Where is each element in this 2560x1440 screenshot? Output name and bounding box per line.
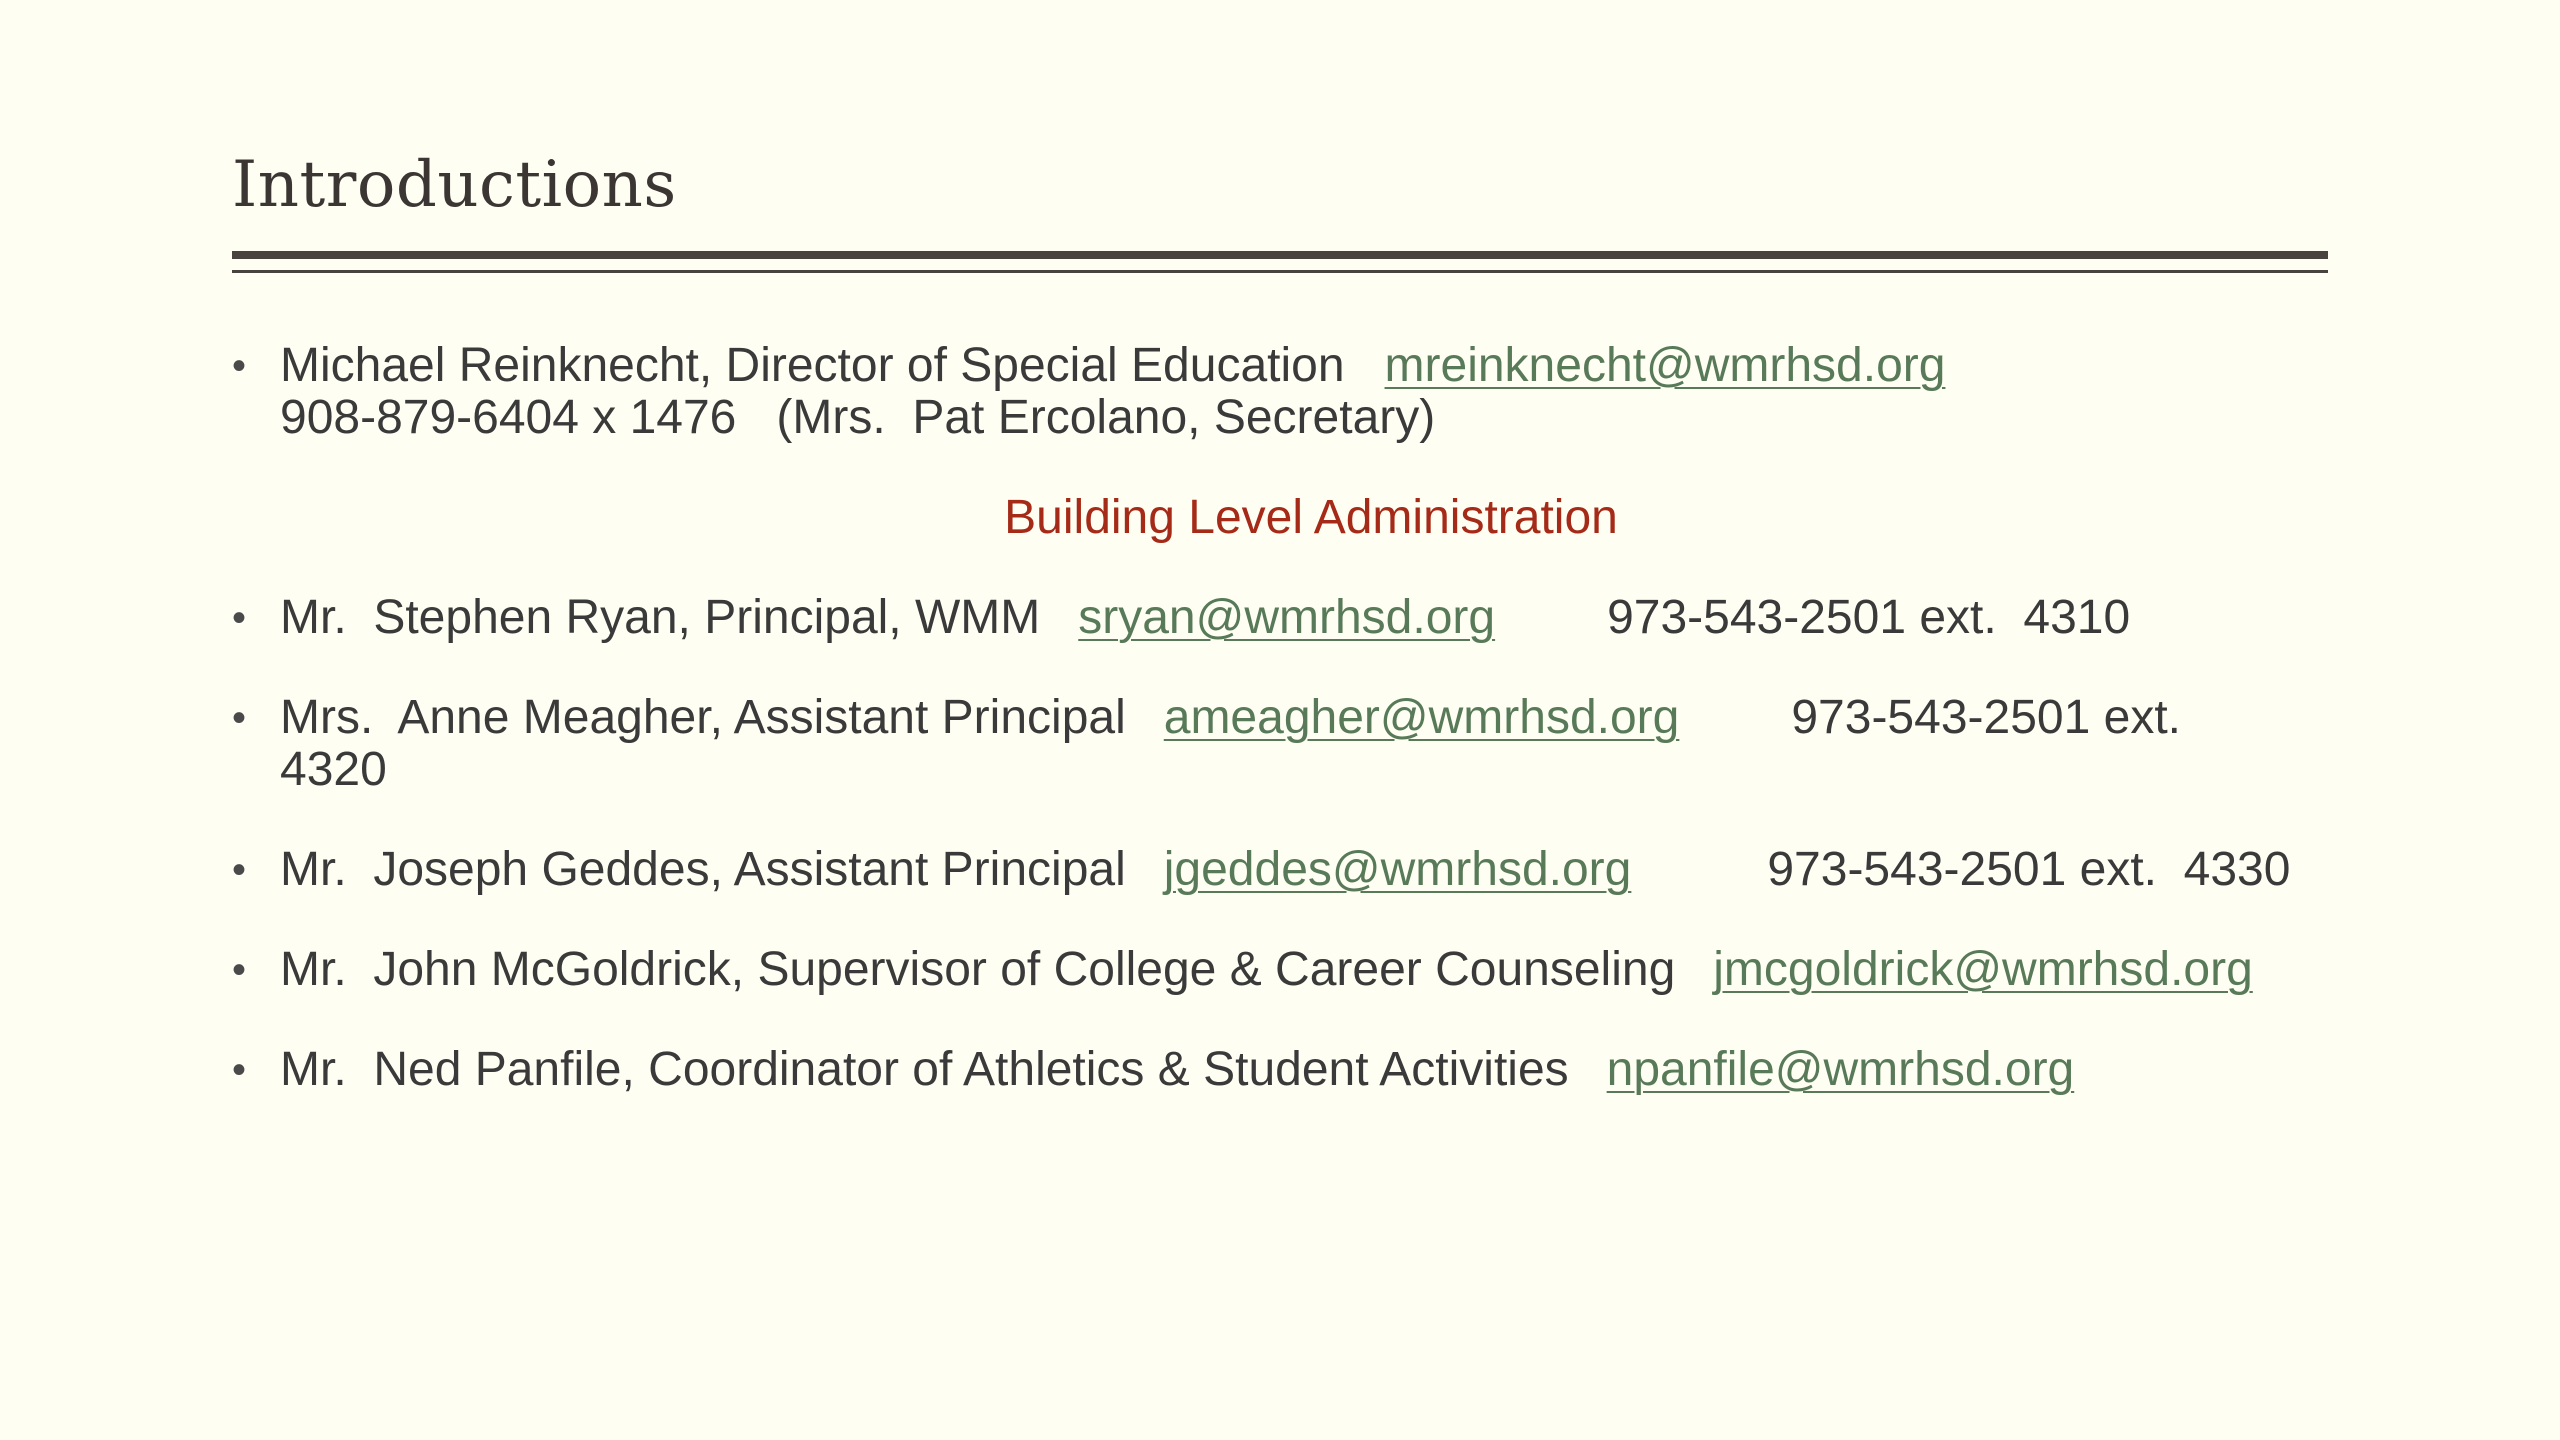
list-item xyxy=(232,1044,2342,1096)
list-item xyxy=(232,944,2342,996)
slide-title: Introductions xyxy=(232,148,677,222)
list-item xyxy=(232,692,2342,796)
section-heading: Building Level Administration xyxy=(1004,491,1618,544)
list-item-director xyxy=(232,340,2342,444)
title-rule-thin xyxy=(232,270,2328,273)
slide-content xyxy=(232,340,2342,1096)
staff-text: Mr. John McGoldrick, Supervisor of College & Career Counseling xyxy=(280,943,1676,996)
bullet-icon: • xyxy=(232,1048,247,1092)
bullet-icon: • xyxy=(232,344,247,388)
staff-email-link[interactable]: jgeddes@wmrhsd.org xyxy=(1163,843,1632,896)
director-phone: 908-879-6404 x 1476 (Mrs. Pat Ercolano, Secretary) xyxy=(280,391,1436,444)
staff-phone: 973-543-2501 ext. 4330 xyxy=(1767,843,2291,896)
director-email-link[interactable]: mreinknecht@wmrhsd.org xyxy=(1384,339,1946,392)
staff-text: Mr. Joseph Geddes, Assistant Principal xyxy=(280,843,1126,896)
staff-text: Mr. Ned Panfile, Coordinator of Athletics & Student Activities xyxy=(280,1043,1569,1096)
bullet-icon: • xyxy=(232,696,247,740)
staff-text: Mrs. Anne Meagher, Assistant Principal xyxy=(280,691,1126,744)
bullet-icon: • xyxy=(232,848,247,892)
bullet-icon: • xyxy=(232,596,247,640)
staff-text: Mr. Stephen Ryan, Principal, WMM xyxy=(280,591,1041,644)
title-rule-thick xyxy=(232,251,2328,259)
staff-email-link[interactable]: npanfile@wmrhsd.org xyxy=(1606,1043,2075,1096)
bullet-icon: • xyxy=(232,948,247,992)
staff-phone-continued: 4320 xyxy=(280,743,387,796)
director-text: Michael Reinknecht, Director of Special Education xyxy=(280,339,1345,392)
list-item xyxy=(232,844,2342,896)
staff-email-link[interactable]: sryan@wmrhsd.org xyxy=(1078,591,1496,644)
list-item xyxy=(232,592,2342,644)
staff-email-link[interactable]: ameagher@wmrhsd.org xyxy=(1163,691,1680,744)
staff-phone: 973-543-2501 ext. xyxy=(1791,691,2181,744)
staff-email-link[interactable]: jmcgoldrick@wmrhsd.org xyxy=(1713,943,2253,996)
staff-phone: 973-543-2501 ext. 4310 xyxy=(1607,591,2131,644)
